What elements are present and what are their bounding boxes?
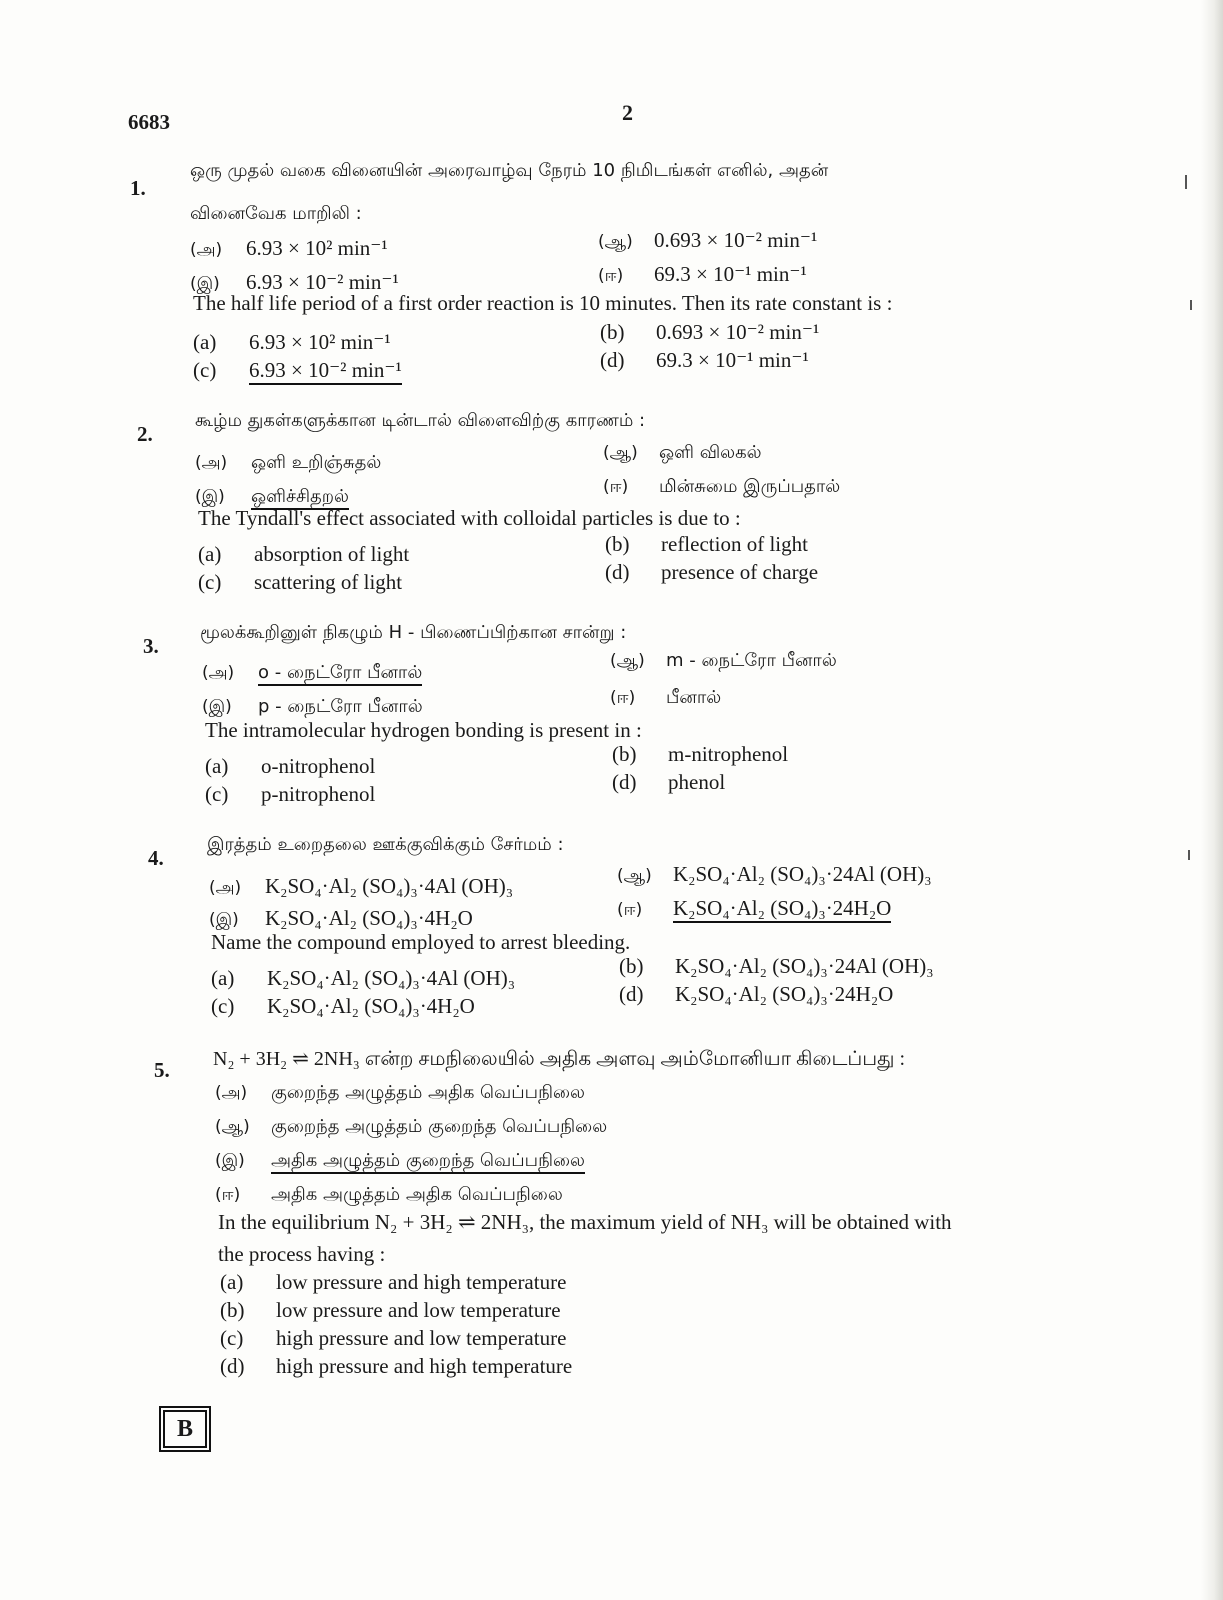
option-text: m - நைட்ரோ பீனால்: [666, 650, 837, 671]
tamil-option: [195, 452, 381, 475]
tamil-option: [202, 696, 423, 719]
option-label: (b): [600, 320, 625, 344]
option-label: (அ): [195, 453, 228, 473]
option-label: (இ): [190, 274, 220, 294]
option-text: ஒளி விலகல்: [659, 442, 762, 463]
option-text: K₂SO₄·Al₂ (SO₄)₃·24Al (OH)₃: [673, 862, 932, 886]
option-text: p - நைட்ரோ பீனால்: [258, 696, 423, 717]
english-option: [612, 742, 788, 767]
option-label: (d): [220, 1354, 245, 1378]
option-label: (ஈ): [617, 900, 643, 920]
tamil-option: [215, 1082, 585, 1105]
option-label: (a): [198, 542, 222, 566]
option-text: 6.93 × 10⁻² min⁻¹: [246, 270, 399, 294]
english-option: [205, 782, 375, 807]
option-text-underlined: அதிக அழுத்தம் குறைந்த வெப்பநிலை: [271, 1150, 585, 1174]
option-label: (இ): [209, 910, 239, 930]
option-text: 69.3 × 10⁻¹ min⁻¹: [656, 348, 809, 372]
option-label: (அ): [190, 240, 223, 260]
english-option: [220, 1270, 566, 1295]
tamil-question-line: வினைவேக மாறிலி :: [190, 203, 362, 224]
english-option: [193, 358, 402, 383]
english-question-line: the process having :: [218, 1242, 386, 1266]
option-text: குறைந்த அழுத்தம் அதிக வெப்பநிலை: [271, 1082, 585, 1103]
tamil-question-line: N₂ + 3H₂ ⇌ 2NH₃ என்ற சமநிலையில் அதிக அளவு அம்மோனியா கிடைப்பது :: [213, 1048, 906, 1070]
option-text: low pressure and high temperature: [276, 1270, 567, 1294]
tamil-option: [603, 442, 762, 465]
english-option: [605, 560, 818, 585]
option-text: high pressure and low temperature: [276, 1326, 567, 1350]
option-text: K₂SO₄·Al₂ (SO₄)₃·4Al (OH)₃: [265, 874, 514, 898]
option-label: (அ): [209, 878, 242, 898]
option-label: (c): [205, 782, 229, 806]
option-text: low pressure and low temperature: [276, 1298, 561, 1322]
scan-speck: [1185, 175, 1187, 189]
option-text: அதிக அழுத்தம் அதிக வெப்பநிலை: [271, 1184, 563, 1205]
option-label: (ஆ): [215, 1117, 250, 1137]
option-label: (ஆ): [598, 232, 633, 252]
english-option: [619, 982, 893, 1007]
english-option: [220, 1298, 561, 1323]
question-number: 3.: [143, 634, 159, 658]
scan-page-edge: [1201, 0, 1223, 1600]
option-label: (d): [600, 348, 625, 372]
option-label: (இ): [202, 697, 232, 717]
tamil-option: [610, 687, 721, 710]
option-text-underlined: 6.93 × 10⁻² min⁻¹: [249, 358, 402, 385]
page-number: 2: [622, 100, 633, 125]
option-label: (ஈ): [215, 1185, 241, 1205]
english-option: [600, 320, 819, 345]
tamil-option: [603, 476, 840, 499]
english-option: [193, 330, 391, 355]
option-text-underlined: K₂SO₄·Al₂ (SO₄)₃·24H₂O: [673, 896, 891, 923]
option-label: (ஈ): [603, 477, 629, 497]
option-label: (d): [605, 560, 630, 584]
english-option: [198, 542, 409, 567]
tamil-option: [190, 236, 388, 262]
tamil-option: [215, 1150, 585, 1173]
option-text: K₂SO₄·Al₂ (SO₄)₃·4H₂O: [267, 994, 475, 1018]
option-label: (b): [605, 532, 630, 556]
option-text: m-nitrophenol: [668, 742, 789, 766]
tamil-question-line: இரத்தம் உறைதலை ஊக்குவிக்கும் சேர்மம் :: [207, 834, 564, 855]
option-label: (c): [211, 994, 235, 1018]
option-label: (d): [612, 770, 637, 794]
option-text: presence of charge: [661, 560, 819, 584]
tamil-question-line: ஒரு முதல் வகை வினையின் அரைவாழ்வு நேரம் 10 நிமிடங்கள் எனில், அதன்: [190, 160, 829, 181]
option-text: 0.693 × 10⁻² min⁻¹: [654, 228, 818, 252]
tamil-question-line: கூழ்ம துகள்களுக்கான டின்டால் விளைவிற்கு காரணம் :: [195, 410, 646, 431]
option-text: பீனால்: [666, 687, 722, 708]
tamil-option: [617, 896, 891, 922]
tamil-option: [209, 874, 513, 900]
option-label: (b): [220, 1298, 245, 1322]
english-option: [220, 1354, 572, 1379]
tamil-question-line: மூலக்கூறினுள் நிகழும் H - பிணைப்பிற்கான சான்று :: [200, 622, 627, 643]
option-text: K₂SO₄·Al₂ (SO₄)₃·4Al (OH)₃: [267, 966, 516, 990]
english-option: [211, 994, 475, 1019]
option-text: 6.93 × 10² min⁻¹: [246, 236, 388, 260]
option-label: (c): [198, 570, 222, 594]
option-label: (இ): [195, 487, 225, 507]
english-option: [619, 954, 934, 979]
option-label: (c): [193, 358, 217, 382]
option-text: K₂SO₄·Al₂ (SO₄)₃·4H₂O: [265, 906, 473, 930]
english-question: The Tyndall's effect associated with colloidal particles is due to :: [198, 506, 741, 530]
tamil-option: [215, 1184, 563, 1207]
option-text: மின்சுமை இருப்பதால்: [659, 476, 841, 497]
booklet-series-box: B: [163, 1410, 207, 1448]
tamil-option: [202, 662, 422, 685]
question-number: 2.: [137, 422, 153, 446]
option-label: (ஆ): [610, 651, 645, 671]
tamil-option: [215, 1116, 607, 1139]
english-option: [605, 532, 808, 557]
question-number: 4.: [148, 846, 164, 870]
english-option: [612, 770, 725, 795]
english-option: [600, 348, 809, 373]
option-label: (இ): [215, 1151, 245, 1171]
option-text: குறைந்த அழுத்தம் குறைந்த வெப்பநிலை: [271, 1116, 608, 1137]
english-question-line: In the equilibrium N₂ + 3H₂ ⇌ 2NH₃, the maximum yield of NH₃ will be obtained with: [218, 1210, 952, 1234]
tamil-option: [598, 262, 807, 288]
option-text: 6.93 × 10² min⁻¹: [249, 330, 391, 354]
option-text-underlined: o - நைட்ரோ பீனால்: [258, 662, 422, 686]
option-label: (அ): [202, 663, 235, 683]
option-text: reflection of light: [661, 532, 808, 556]
scan-speck: [1190, 300, 1192, 310]
english-option: [205, 754, 375, 779]
option-label: (a): [211, 966, 235, 990]
option-label: (அ): [215, 1083, 248, 1103]
option-text: K₂SO₄·Al₂ (SO₄)₃·24H₂O: [675, 982, 894, 1006]
option-label: (b): [619, 954, 644, 978]
option-label: (b): [612, 742, 637, 766]
english-question: The half life period of a first order reaction is 10 minutes. Then its rate constant is :: [193, 291, 893, 315]
option-text-underlined: ஒளிச்சிதறல்: [251, 486, 349, 510]
option-label: (c): [220, 1326, 244, 1350]
english-question: Name the compound employed to arrest bleeding.: [211, 930, 631, 954]
option-text: high pressure and high temperature: [276, 1354, 573, 1378]
option-text: ஒளி உறிஞ்சுதல்: [251, 452, 382, 473]
option-text: scattering of light: [254, 570, 403, 594]
option-label: (a): [193, 330, 217, 354]
option-label: (ஆ): [617, 866, 652, 886]
english-option: [198, 570, 402, 595]
option-text: phenol: [668, 770, 726, 794]
english-question: The intramolecular hydrogen bonding is present in :: [205, 718, 642, 742]
option-text: 0.693 × 10⁻² min⁻¹: [656, 320, 820, 344]
tamil-option: [610, 650, 837, 673]
option-text: 69.3 × 10⁻¹ min⁻¹: [654, 262, 807, 286]
option-text: p-nitrophenol: [261, 782, 376, 806]
option-label: (a): [220, 1270, 244, 1294]
option-text: K₂SO₄·Al₂ (SO₄)₃·24Al (OH)₃: [675, 954, 934, 978]
option-label: (a): [205, 754, 229, 778]
tamil-option: [598, 228, 817, 254]
tamil-option: [209, 906, 473, 932]
option-text: o-nitrophenol: [261, 754, 376, 778]
option-label: (ஈ): [610, 688, 636, 708]
tamil-option: [617, 862, 932, 888]
option-label: (ஆ): [603, 443, 638, 463]
english-option: [220, 1326, 566, 1351]
scan-speck: [1188, 850, 1190, 860]
option-label: (ஈ): [598, 266, 624, 286]
english-option: [211, 966, 515, 991]
option-text: absorption of light: [254, 542, 410, 566]
paper-code: 6683: [128, 110, 170, 134]
question-number: 5.: [154, 1058, 170, 1082]
question-number: 1.: [130, 176, 146, 200]
option-label: (d): [619, 982, 644, 1006]
